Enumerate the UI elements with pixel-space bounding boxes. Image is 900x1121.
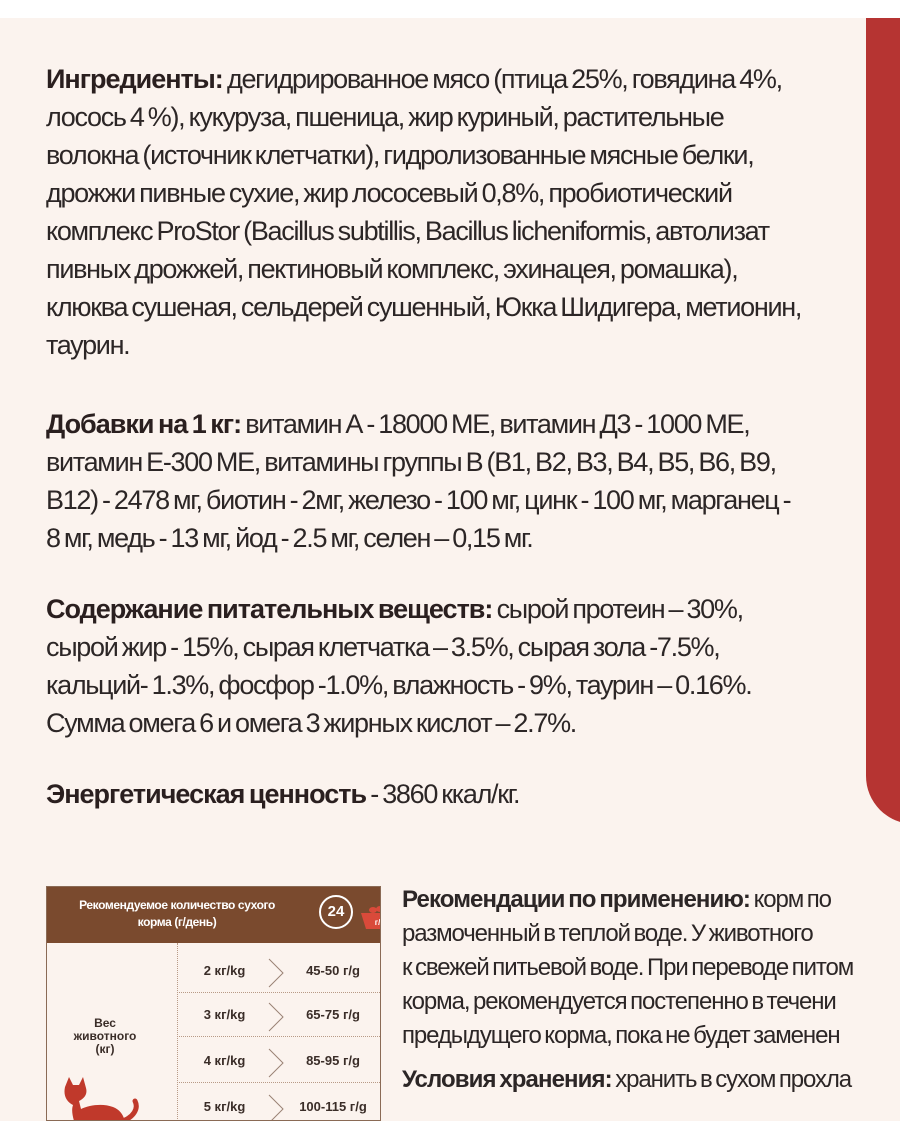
bowl-unit-label: г/g	[374, 918, 386, 927]
row-grams: 45-50 г/g	[306, 963, 360, 978]
nutrients-label: Содержание питательных веществ:	[46, 594, 493, 624]
additives-label: Добавки на 1 кг:	[46, 409, 242, 439]
row-divider	[177, 992, 381, 993]
row-weight: 3 кг/kg	[203, 1007, 246, 1022]
recommendations-line1: корм по	[750, 886, 831, 913]
row-grams: 65-75 г/g	[306, 1007, 360, 1022]
row-weight: 5 кг/kg	[203, 1099, 246, 1114]
row-grams: 85-95 г/g	[306, 1053, 360, 1068]
ingredients-label: Ингредиенты:	[46, 64, 223, 94]
recommendations-line5: предыдущего корма, пока не будет заменен	[402, 1022, 840, 1049]
row-divider	[177, 1036, 381, 1037]
energy-text: - 3860 ккал/кг.	[366, 779, 520, 809]
weight-label-line1: Вес	[94, 1016, 116, 1030]
feeding-row	[177, 953, 381, 993]
additives-section	[46, 405, 806, 557]
top-white-strip	[0, 0, 900, 18]
nutrients-section	[46, 590, 806, 742]
feeding-table-header	[47, 887, 386, 943]
row-grams: 100-115 г/g	[299, 1099, 367, 1114]
additives-text: витамин А - 18000 МЕ, витамин Д3 - 1000 МЕ, витамин Е-300 МЕ, витамины группы В (В1, В2, В3, В4, В5, В6, В9, В12) - 2478 мг, биотин - 2мг, железо - 100 мг, цинк - 100 мг, марганец - 8 мг, медь - 13 мг, йод - 2.5 мг, селен – 0,15 мг.	[46, 409, 791, 553]
feeding-row	[177, 1043, 381, 1083]
animal-weight-label	[53, 1017, 157, 1056]
recommendations-line3: к свежей питьевой воде. При переводе питом	[402, 954, 854, 981]
usage-section	[402, 883, 900, 1121]
recommendations-line4: корма, рекомендуется постепенно в течени	[402, 988, 836, 1015]
energy-section	[46, 775, 806, 813]
row-weight: 2 кг/kg	[203, 963, 246, 978]
storage-label: Условия хранения:	[402, 1066, 612, 1093]
energy-label: Энергетическая ценность	[46, 779, 367, 809]
feeding-table-title: Рекомендуемое количество сухого корма (г/день)	[79, 898, 275, 929]
nutrients-text: сырой протеин – 30%, сырой жир - 15%, сырая клетчатка – 3.5%, сырая зола -7.5%, кальций- 1.3%, фосфор -1.0%, влажность - 9%, таурин – 0.16%. Сумма омега 6 и омега 3 жирных кислот – 2.7%.	[46, 594, 752, 738]
weight-label-line2: животного	[73, 1029, 137, 1043]
feeding-row	[177, 1089, 381, 1121]
feeding-table	[46, 886, 386, 1121]
weight-label-line3: (кг)	[95, 1042, 115, 1056]
recommendations-label: Рекомендации по применению:	[402, 886, 751, 913]
recommendations-line2: размоченный в теплой воде. У животного	[402, 920, 813, 947]
red-side-panel	[866, 18, 900, 824]
row-weight: 4 кг/kg	[203, 1053, 246, 1068]
cat-icon	[55, 1065, 145, 1121]
food-bowl-icon	[353, 901, 386, 935]
ingredients-text: дегидрированное мясо (птица 25%, говядина 4%, лосось 4 %), кукуруза, пшеница, жир куриный, растительные волокна (источник клетчатки), гидролизованные мясные белки, дрожжи пивные сухие, жир лососевый 0,8%, пробиотический комплекс ProStor (Bacillus subtillis, Bacillus licheniformis, автолизат пивных дрожжей, пектиновый комплекс, эхинацея, ромашка), клюква сушеная, сельдерей сушенный, Юкка Шидигера, метионин, таурин.	[46, 64, 802, 360]
row-divider	[177, 1082, 381, 1083]
hours-badge: 24	[319, 895, 353, 929]
feeding-row	[177, 997, 381, 1037]
storage-text: хранить в сухом прохла	[611, 1066, 852, 1093]
ingredients-section	[46, 60, 806, 364]
